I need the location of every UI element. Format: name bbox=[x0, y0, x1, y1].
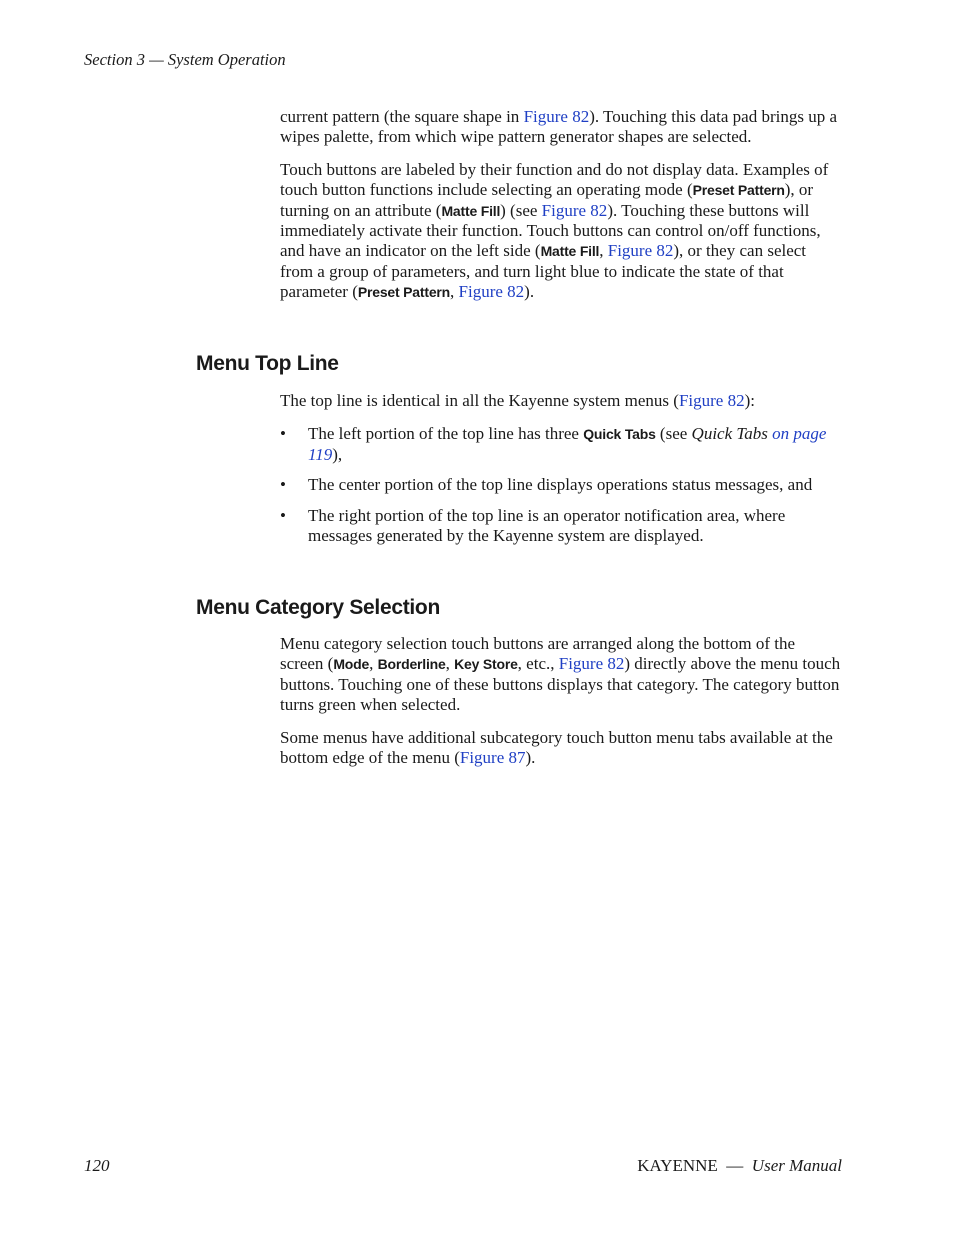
manual-name: User Manual bbox=[751, 1156, 842, 1175]
menu-top-line-paragraph: The top line is identical in all the Kayenne system menus (Figure 82): bbox=[280, 391, 755, 410]
keyword-preset-pattern: Preset Pattern bbox=[357, 284, 451, 301]
keyword-matte-fill: Matte Fill bbox=[441, 202, 501, 219]
keyword-preset-pattern: Preset Pattern bbox=[692, 182, 785, 199]
section-heading-menu-top-line: Menu Top Line bbox=[196, 352, 339, 375]
menu-category-paragraph-1: Menu category selection touch buttons are arranged along the bottom of the screen (Mode, Borderline, Key Store, etc., Figure 82) directly above the menu touch buttons. Touching one of these buttons displays that category. The category button turns green when selected. bbox=[280, 634, 841, 715]
figure-82-link[interactable]: Figure 82 bbox=[678, 391, 745, 410]
page-119-link[interactable]: on page 119 bbox=[308, 424, 827, 464]
list-item: • The center portion of the top line displays operations status messages, and bbox=[280, 475, 813, 495]
menu-category-paragraph-2: Some menus have additional subcategory touch button menu tabs available at the bottom edge of the menu (Figure 87). bbox=[280, 727, 833, 768]
keyword-quick-tabs: Quick Tabs bbox=[583, 426, 656, 443]
figure-82-link[interactable]: Figure 82 bbox=[541, 200, 608, 220]
cross-reference-title: Quick Tabs bbox=[691, 424, 768, 444]
list-item: • The right portion of the top line is an operator notification area, where messages generated by the Kayenne system are displayed. bbox=[280, 505, 786, 546]
keyword-mode: Mode bbox=[333, 656, 370, 673]
keyword-key-store: Key Store bbox=[454, 656, 518, 673]
figure-82-link[interactable]: Figure 82 bbox=[458, 282, 525, 302]
footer-product-title bbox=[637, 1156, 842, 1176]
figure-82-link[interactable]: Figure 82 bbox=[607, 241, 674, 261]
bullet-icon: • bbox=[280, 505, 286, 525]
figure-87-link[interactable]: Figure 87 bbox=[459, 748, 526, 768]
intro-paragraph-2: Touch buttons are labeled by their function and do not display data. Examples of touch button functions include selecting an operating mode (Preset Pattern), or turning on an attribute (Matte Fill) (see Figure 82). Touching these buttons will immediately activate their function. Touch buttons can control on/off functions, and have an indicator on the left side (Matte Fill, Figure 82), or they can select from a group of parameters, and turn light blue to indicate the state of that parameter (Preset Pattern, Figure 82). bbox=[280, 159, 829, 302]
intro-block bbox=[280, 107, 842, 314]
section-heading-menu-category-selection: Menu Category Selection bbox=[196, 596, 440, 619]
list-item: • The left portion of the top line has three Quick Tabs (see Quick Tabs on page 119), bbox=[280, 424, 827, 464]
intro-paragraph-1: current pattern (the square shape in Figure 82). Touching this data pad brings up a wipes palette, from which wipe pattern generator shapes are selected. bbox=[280, 107, 837, 147]
page-number: 120 bbox=[84, 1156, 110, 1175]
top-line-bullet-list bbox=[280, 424, 842, 546]
footer-separator: — bbox=[726, 1156, 744, 1175]
bullet-icon: • bbox=[280, 424, 286, 444]
figure-82-link[interactable]: Figure 82 bbox=[523, 107, 590, 126]
running-head: Section 3 — System Operation bbox=[84, 50, 286, 69]
menu-top-line-block bbox=[280, 391, 842, 556]
bullet-icon: • bbox=[280, 475, 286, 495]
figure-82-link[interactable]: Figure 82 bbox=[558, 654, 625, 674]
keyword-matte-fill: Matte Fill bbox=[540, 243, 600, 260]
menu-category-block bbox=[280, 634, 842, 779]
product-name: KAYENNE bbox=[637, 1156, 718, 1175]
keyword-borderline: Borderline bbox=[377, 656, 446, 673]
